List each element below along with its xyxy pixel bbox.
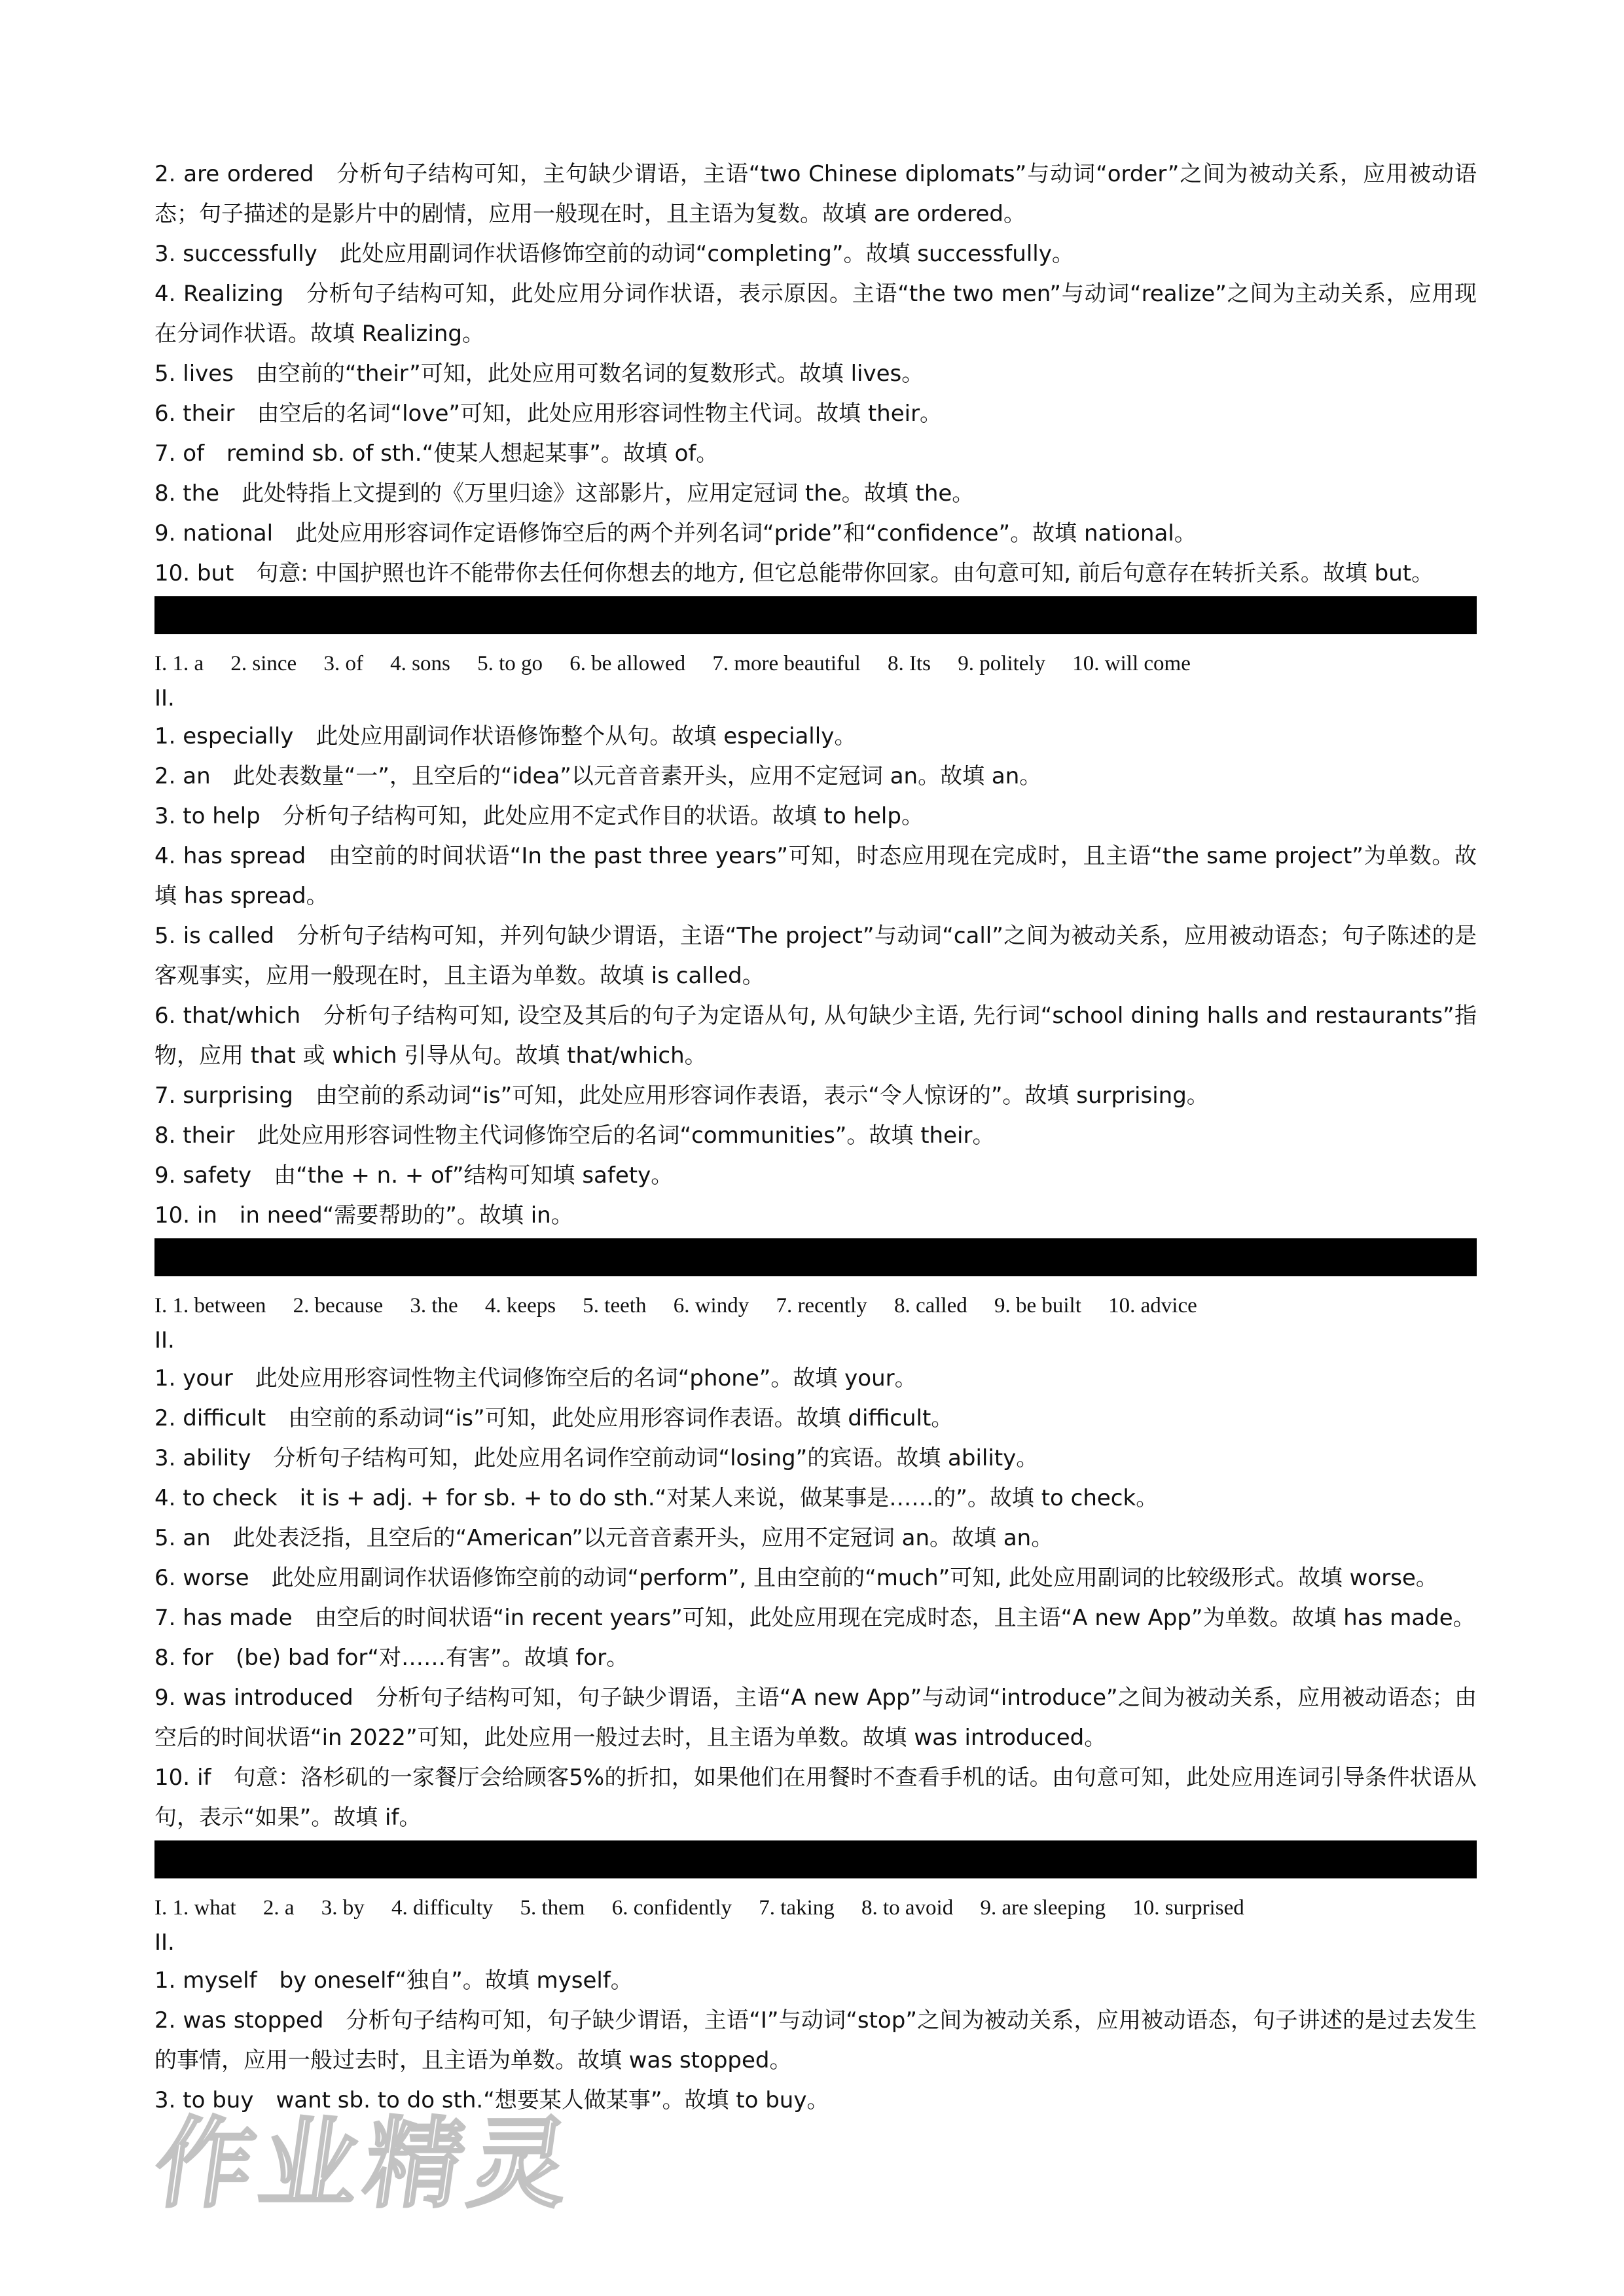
answer-line: 4. Realizing 分析句子结构可知，此处应用分词作状语，表示原因。主语“the two men”与动词“realize”之间为主动关系，应用现在分词作状语。故填 Realizing。 <box>154 281 1477 347</box>
answer-line: 6. their 由空后的名词“love”可知，此处应用形容词性物主代词。故填 their。 <box>154 401 943 427</box>
answer-line: 5. is called 分析句子结构可知，并列句缺少谓语，主语“The project”与动词“call”之间为被动关系，应用被动语态；句子陈述的是客观事实，应用一般现在时，且主语为单数。故填 is called。 <box>154 923 1477 989</box>
answer-line: 10. but 句意: 中国护照也许不能带你去任何你想去的地方, 但它总能带你回家。由句意可知, 前后句意存在转折关系。故填 but。 <box>154 560 1434 586</box>
part-two-label: II. <box>154 1327 175 1354</box>
answer-line: 5. an 此处表泛指，且空后的“American”以元音音素开头，应用不定冠词 an。故填 an。 <box>154 1525 1054 1551</box>
answer-line: 1. myself by oneself“独自”。故填 myself。 <box>154 1967 633 1994</box>
answer-line: 7. has made 由空后的时间状语“in recent years”可知，此处应用现在完成时态，且主语“A new App”为单数。故填 has made。 <box>154 1605 1475 1631</box>
redaction-bar <box>154 596 1477 634</box>
answer-line: 6. worse 此处应用副词作状语修饰空前的动词“perform”, 且由空前的“much”可知, 此处应用副词的比较级形式。故填 worse。 <box>154 1565 1438 1591</box>
answer-line: 8. the 此处特指上文提到的《万里归途》这部影片，应用定冠词 the。故填 the。 <box>154 480 975 507</box>
answer-line: 2. are ordered 分析句子结构可知，主句缺少谓语，主语“two Chinese diplomats”与动词“order”之间为被动关系，应用被动语态；句子描述的是影片中的剧情，应用一般现在时，且主语为复数。故填 are ordered。 <box>154 161 1477 227</box>
answer-line: 2. difficult 由空前的系动词“is”可知，此处应用形容词作表语。故填 difficult。 <box>154 1405 954 1431</box>
watermark: 作业精灵 <box>147 2108 583 2221</box>
answer-line: 3. to help 分析句子结构可知，此处应用不定式作目的状语。故填 to help。 <box>154 803 924 829</box>
answer-line: 6. that/which 分析句子结构可知, 设空及其后的句子为定语从句, 从句缺少主语, 先行词“school dining halls and restaurants”指物，应用 that 或 which 引导从句。故填 that/which。 <box>154 1003 1477 1069</box>
section-3 <box>154 1289 1477 1838</box>
part-one-answers: I. 1. what 2. a 3. by 4. difficulty 5. them 6. confidently 7. taking 8. to avoid 9. are sleeping 10. surprised <box>154 1896 1244 1920</box>
answer-line: 5. lives 由空前的“their”可知，此处应用可数名词的复数形式。故填 lives。 <box>154 361 924 387</box>
answer-line: 3. ability 分析句子结构可知，此处应用名词作空前动词“losing”的宾语。故填 ability。 <box>154 1445 1039 1471</box>
part-two-label: II. <box>154 1929 175 1956</box>
answer-line: 8. their 此处应用形容词性物主代词修饰空后的名词“communities”。故填 their。 <box>154 1122 995 1149</box>
answer-line: 2. was stopped 分析句子结构可知，句子缺少谓语，主语“I”与动词“stop”之间为被动关系，应用被动语态，句子讲述的是过去发生的事情，应用一般过去时，且主语为单数。故填 was stopped。 <box>154 2007 1477 2073</box>
answer-line: 8. for (be) bad for“对……有害”。故填 for。 <box>154 1645 629 1671</box>
redaction-bar <box>154 1840 1477 1878</box>
answer-line: 9. was introduced 分析句子结构可知，句子缺少谓语，主语“A new App”与动词“introduce”之间为被动关系，应用被动语态；由空后的时间状语“in 2022”可知，此处应用一般过去时，且主语为单数。故填 was introduced。 <box>154 1685 1477 1751</box>
answer-line: 10. in in need“需要帮助的”。故填 in。 <box>154 1202 573 1229</box>
answer-line: 1. especially 此处应用副词作状语修饰整个从句。故填 especially。 <box>154 723 857 749</box>
answer-line: 4. has spread 由空前的时间状语“In the past three years”可知，时态应用现在完成时，且主语“the same project”为单数。故填 has spread。 <box>154 843 1477 909</box>
section-2 <box>154 647 1477 1236</box>
answer-line: 3. to buy want sb. to do sth.“想要某人做某事”。故填 to buy。 <box>154 2087 829 2113</box>
answer-line: 10. if 句意：洛杉矶的一家餐厅会给顾客5%的折扣，如果他们在用餐时不查看手机的话。由句意可知，此处应用连词引导条件状语从句，表示“如果”。故填 if。 <box>154 1765 1477 1831</box>
answer-line: 1. your 此处应用形容词性物主代词修饰空后的名词“phone”。故填 your。 <box>154 1365 917 1391</box>
answer-page <box>154 154 1477 2121</box>
part-one-answers: I. 1. between 2. because 3. the 4. keeps 5. teeth 6. windy 7. recently 8. called 9. be built 10. advice <box>154 1294 1197 1318</box>
answer-line: 3. successfully 此处应用副词作状语修饰空前的动词“completing”。故填 successfully。 <box>154 241 1074 267</box>
answer-line: 7. surprising 由空前的系动词“is”可知，此处应用形容词作表语，表示“令人惊讶的”。故填 surprising。 <box>154 1083 1209 1109</box>
answer-line: 2. an 此处表数量“一”，且空后的“idea”以元音音素开头，应用不定冠词 an。故填 an。 <box>154 763 1042 789</box>
part-two-label: II. <box>154 685 175 711</box>
answer-line: 9. safety 由“the + n. + of”结构可知填 safety。 <box>154 1162 674 1189</box>
answer-line: 4. to check it is + adj. + for sb. + to do sth.“对某人来说，做某事是……的”。故填 to check。 <box>154 1485 1159 1511</box>
part-one-answers: I. 1. a 2. since 3. of 4. sons 5. to go 6. be allowed 7. more beautiful 8. Its 9. politely 10. will come <box>154 652 1191 675</box>
answer-line: 9. national 此处应用形容词作定语修饰空后的两个并列名词“pride”和“confidence”。故填 national。 <box>154 520 1197 547</box>
answer-line: 7. of remind sb. of sth.“使某人想起某事”。故填 of。 <box>154 440 719 467</box>
redaction-bar <box>154 1238 1477 1276</box>
section-1 <box>154 154 1477 594</box>
